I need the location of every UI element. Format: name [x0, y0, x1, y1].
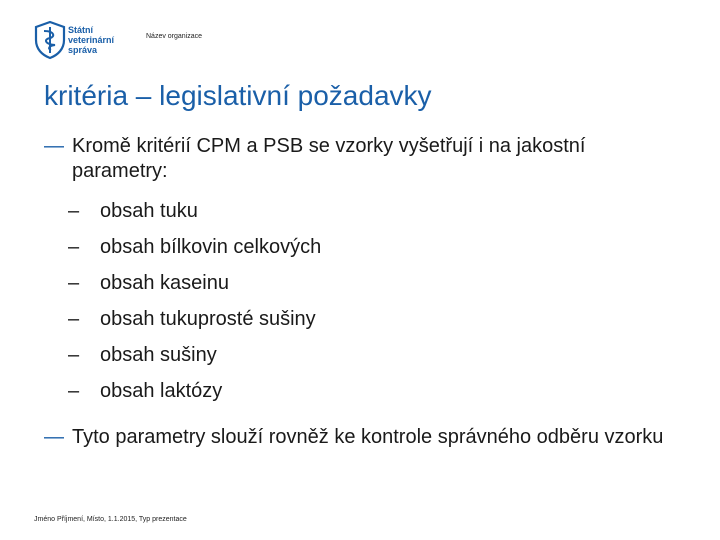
list-item: [44, 379, 684, 415]
intro-text: Kromě kritérií CPM a PSB se vzorky vyšetřují i na jakostní parametry:: [72, 135, 586, 182]
list-item-text: obsah sušiny: [100, 344, 217, 366]
organization-name: Název organizace: [146, 33, 203, 40]
sub-bullet-marker: –: [68, 344, 80, 366]
conclusion-text: Tyto parametry slouží rovněž ke kontrole správného odběru vzorku: [72, 426, 664, 448]
bullet-marker: —: [44, 135, 64, 157]
list-item-text: obsah bílkovin celkových: [100, 236, 322, 258]
parameter-list: [44, 199, 684, 415]
sub-bullet-marker: –: [68, 236, 80, 258]
footer-text: Jméno Příjmení, Místo, 1.1.2015, Typ prezentace: [34, 516, 187, 523]
logo-line: správa: [68, 45, 98, 55]
conclusion-bullet: [44, 425, 684, 450]
list-item-text: obsah tukuprosté sušiny: [100, 308, 316, 330]
list-item: [44, 271, 684, 307]
list-item: [44, 235, 684, 271]
svs-logo-icon: [33, 20, 67, 60]
list-item-text: obsah kaseinu: [100, 272, 229, 294]
slide-content: [44, 134, 684, 450]
list-item: [44, 199, 684, 235]
list-item: [44, 343, 684, 379]
sub-bullet-marker: –: [68, 272, 80, 294]
sub-bullet-marker: –: [68, 200, 80, 222]
sub-bullet-marker: –: [68, 380, 80, 402]
list-item-text: obsah tuku: [100, 200, 198, 222]
sub-bullet-marker: –: [68, 308, 80, 330]
list-item-text: obsah laktózy: [100, 380, 223, 402]
bullet-marker: —: [44, 426, 64, 448]
list-item: [44, 307, 684, 343]
logo-line: veterinární: [68, 35, 115, 45]
logo-line: Státní: [68, 25, 94, 35]
slide-title: kritéria – legislativní požadavky: [44, 80, 432, 111]
logo-wordmark: [68, 25, 114, 55]
intro-bullet: [44, 134, 684, 184]
